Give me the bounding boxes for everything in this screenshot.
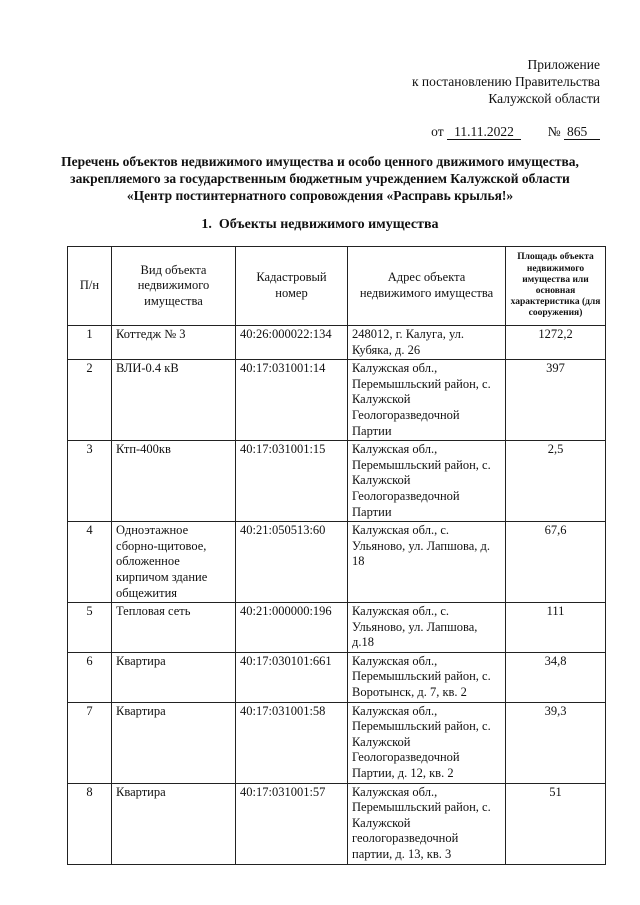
title-line-2: закрепляемого за государственным бюджетным учреждением Калужской области <box>70 171 570 186</box>
row-address: Калужская обл., с. Ульяново, ул. Лапшова, д.18 <box>348 603 506 653</box>
row-num: 4 <box>68 522 112 603</box>
row-cadastral: 40:17:031001:58 <box>236 702 348 783</box>
table-row <box>68 522 606 603</box>
header-address: Адрес объекта недвижимого имущества <box>348 247 506 326</box>
row-num: 8 <box>68 783 112 864</box>
row-area: 39,3 <box>506 702 606 783</box>
header-cadastral: Кадастровый номер <box>236 247 348 326</box>
header-num: П/н <box>68 247 112 326</box>
row-area: 51 <box>506 783 606 864</box>
row-type: Коттедж № 3 <box>112 326 236 360</box>
row-area: 1272,2 <box>506 326 606 360</box>
appendix-header <box>412 56 600 140</box>
title-line-1: Перечень объектов недвижимого имущества и особо ценного движимого имущества, <box>61 154 579 169</box>
row-address: Калужская обл., Перемышльский район, с. Калужской Геологоразведочной Партии <box>348 441 506 522</box>
section-title: Объекты недвижимого имущества <box>218 217 439 232</box>
date-prefix: от <box>431 124 444 139</box>
row-cadastral: 40:26:000022:134 <box>236 326 348 360</box>
header-area: Площадь объекта недвижимого имущества или основная характеристика (для сооружения) <box>506 247 606 326</box>
row-cadastral: 40:17:031001:15 <box>236 441 348 522</box>
row-cadastral: 40:21:050513:60 <box>236 522 348 603</box>
row-address: 248012, г. Калуга, ул. Кубяка, д. 26 <box>348 326 506 360</box>
document-date: 11.11.2022 <box>447 125 521 140</box>
row-area: 111 <box>506 603 606 653</box>
section-heading <box>0 217 640 233</box>
number-prefix: № <box>547 124 561 139</box>
row-address: Калужская обл., Перемышльский район, с. Воротынск, д. 7, кв. 2 <box>348 652 506 702</box>
table-row <box>68 702 606 783</box>
row-num: 1 <box>68 326 112 360</box>
header-type: Вид объекта недвижимого имущества <box>112 247 236 326</box>
row-address: Калужская обл., с. Ульяново, ул. Лапшова, д. 18 <box>348 522 506 603</box>
document-title <box>40 153 600 204</box>
row-num: 7 <box>68 702 112 783</box>
appendix-label: Приложение <box>527 57 600 72</box>
row-area: 397 <box>506 360 606 441</box>
table-row <box>68 441 606 522</box>
row-type: Квартира <box>112 652 236 702</box>
row-num: 3 <box>68 441 112 522</box>
row-type: Ктп-400кв <box>112 441 236 522</box>
row-cadastral: 40:17:031001:57 <box>236 783 348 864</box>
document-number: 865 <box>564 125 600 140</box>
row-num: 5 <box>68 603 112 653</box>
row-cadastral: 40:17:031001:14 <box>236 360 348 441</box>
row-num: 6 <box>68 652 112 702</box>
table-row <box>68 360 606 441</box>
row-type: Квартира <box>112 702 236 783</box>
region-label: Калужской области <box>488 91 600 106</box>
resolution-label: к постановлению Правительства <box>411 74 600 89</box>
row-area: 34,8 <box>506 652 606 702</box>
table-header-row <box>68 247 606 326</box>
row-type: Одноэтажное сборно-щитовое, обложенное кирпичом здание общежития <box>112 522 236 603</box>
section-number: 1. <box>201 217 212 232</box>
row-type: Тепловая сеть <box>112 603 236 653</box>
table-row <box>68 326 606 360</box>
row-type: Квартира <box>112 783 236 864</box>
table-row <box>68 783 606 864</box>
row-address: Калужская обл., Перемышльский район, с. Калужской геологоразведочной партии, д. 13, кв. 3 <box>348 783 506 864</box>
row-cadastral: 40:17:030101:661 <box>236 652 348 702</box>
document-date-number <box>412 123 600 140</box>
table-row <box>68 603 606 653</box>
title-line-3: «Центр постинтернатного сопровождения «Расправь крылья!» <box>126 188 514 203</box>
table-row <box>68 652 606 702</box>
row-type: ВЛИ-0.4 кВ <box>112 360 236 441</box>
row-area: 2,5 <box>506 441 606 522</box>
row-cadastral: 40:21:000000:196 <box>236 603 348 653</box>
row-address: Калужская обл., Перемышльский район, с. Калужской Геологоразведочной Партии, д. 12, кв. 2 <box>348 702 506 783</box>
property-table <box>67 246 606 865</box>
row-area: 67,6 <box>506 522 606 603</box>
row-num: 2 <box>68 360 112 441</box>
row-address: Калужская обл., Перемышльский район, с. Калужской Геологоразведочной Партии <box>348 360 506 441</box>
